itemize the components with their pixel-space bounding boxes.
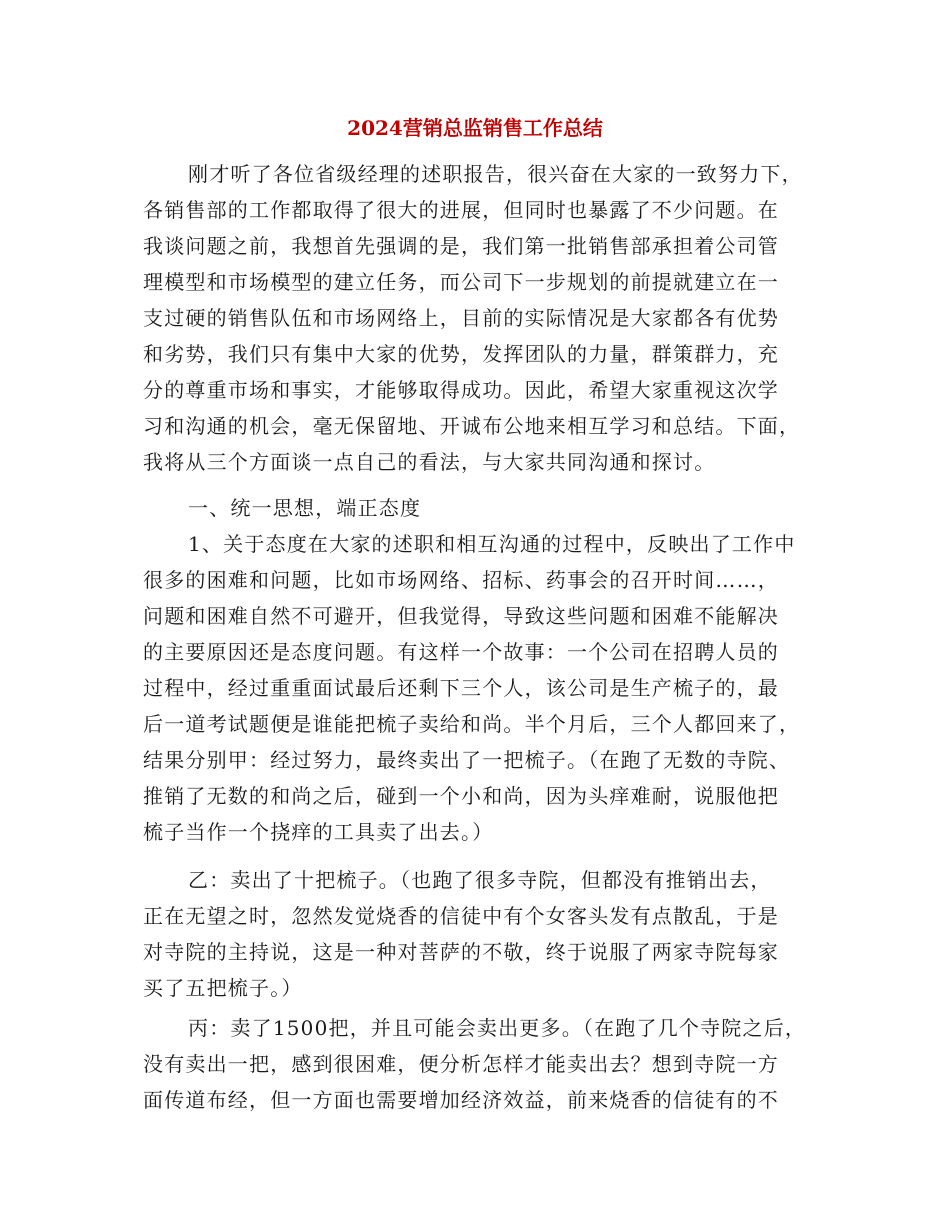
paragraph-line: 各销售部的工作都取得了很大的进展，但同时也暴露了不少问题。在 xyxy=(143,198,779,222)
paragraph-line: 买了五把梳子。） xyxy=(143,976,303,1000)
paragraph-line: 的主要原因还是态度问题。有这样一个故事：一个公司在招聘人员的 xyxy=(143,640,779,664)
paragraph-line: 很多的困难和问题，比如市场网络、招标、药事会的召开时间……， xyxy=(143,568,779,592)
paragraph-line: 对寺院的主持说，这是一种对菩萨的不敬，终于说服了两家寺院每家 xyxy=(143,940,779,964)
paragraph-line: 分的尊重市场和事实，才能够取得成功。因此，希望大家重视这次学 xyxy=(143,378,779,402)
paragraph-line: 1、关于态度在大家的述职和相互沟通的过程中，反映出了工作中 xyxy=(188,532,796,556)
paragraph-line: 和劣势，我们只有集中大家的优势，发挥团队的力量，群策群力，充 xyxy=(143,342,779,366)
section-heading: 一、统一思想，端正态度 xyxy=(188,496,422,520)
paragraph-line: 推销了无数的和尚之后，碰到一个小和尚，因为头痒难耐，说服他把 xyxy=(143,784,779,808)
paragraph-line: 习和沟通的机会，毫无保留地、开诚布公地来相互学习和总结。下面， xyxy=(143,414,801,438)
paragraph-line: 过程中，经过重重面试最后还剩下三个人，该公司是生产梳子的，最 xyxy=(143,676,779,700)
paragraph-line: 我将从三个方面谈一点自己的看法，与大家共同沟通和探讨。 xyxy=(143,450,716,474)
paragraph-line: 没有卖出一把，感到很困难，便分析怎样才能卖出去？想到寺院一方 xyxy=(143,1052,779,1076)
paragraph-line: 问题和困难自然不可避开，但我觉得，导致这些问题和困难不能解决 xyxy=(143,604,779,628)
paragraph-line: 我谈问题之前，我想首先强调的是，我们第一批销售部承担着公司管 xyxy=(143,234,779,258)
paragraph-line: 面传道布经，但一方面也需要增加经济效益，前来烧香的信徒有的不 xyxy=(143,1088,779,1112)
paragraph-line: 理模型和市场模型的建立任务，而公司下一步规划的前提就建立在一 xyxy=(143,270,779,294)
paragraph-line: 乙：卖出了十把梳子。（也跑了很多寺院，但都没有推销出去， xyxy=(188,868,772,892)
paragraph-line: 结果分别甲：经过努力，最终卖出了一把梳子。（在跑了无数的寺院、 xyxy=(143,748,791,772)
paragraph-line: 支过硬的销售队伍和市场网络上，目前的实际情况是大家都各有优势 xyxy=(143,306,779,330)
paragraph-line: 梳子当作一个挠痒的工具卖了出去。） xyxy=(143,820,494,844)
page-title: 2024营销总监销售工作总结 xyxy=(347,116,603,140)
paragraph-line: 正在无望之时，忽然发觉烧香的信徒中有个女客头发有点散乱，于是 xyxy=(143,904,779,928)
paragraph-line: 后一道考试题便是谁能把梳子卖给和尚。半个月后，三个人都回来了， xyxy=(143,712,801,736)
paragraph-line: 刚才听了各位省级经理的述职报告，很兴奋在大家的一致努力下， xyxy=(188,162,803,186)
paragraph-line: 丙：卖了1500把，并且可能会卖出更多。（在跑了几个寺院之后， xyxy=(188,1016,807,1040)
